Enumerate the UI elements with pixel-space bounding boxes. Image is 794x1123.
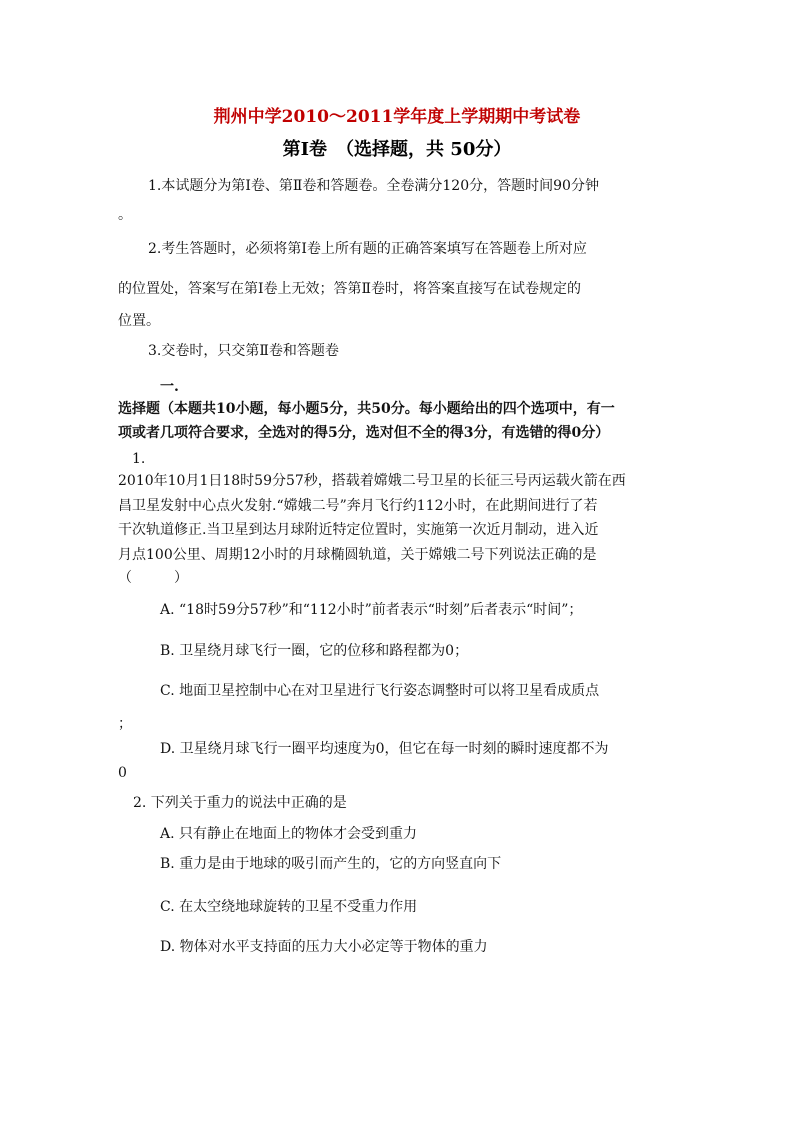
question-2-option-d: D. 物体对水平支持面的压力大小必定等于物体的重力 bbox=[160, 939, 488, 955]
question-1-stem-line3: 干次轨道修正.当卫星到达月球附近特定位置时，实施第一次近月制动，进入近 bbox=[118, 522, 599, 538]
question-2-option-a: A. 只有静止在地面上的物体才会受到重力 bbox=[160, 826, 418, 842]
question-1-number: 1. bbox=[132, 451, 146, 467]
instruction-2: 2.考生答题时，必须将第Ⅰ卷上所有题的正确答案填写在答题卷上所对应 bbox=[148, 241, 587, 257]
question-2-stem: 2. 下列关于重力的说法中正确的是 bbox=[133, 795, 347, 811]
instruction-2-cont: 的位置处，答案写在第Ⅰ卷上无效；答第Ⅱ卷时，将答案直接写在试卷规定的 bbox=[118, 281, 582, 297]
instruction-3: 3.交卷时，只交第Ⅱ卷和答题卷 bbox=[148, 343, 339, 359]
question-1-option-a: A. “18时59分57秒”和“112小时”前者表示“时刻”后者表示“时间”； bbox=[160, 602, 583, 618]
question-1-stem-line2: 昌卫星发射中心点火发射.“嫦娥二号”奔月飞行约112小时，在此期间进行了若 bbox=[118, 498, 598, 514]
question-1-option-c: C. 地面卫星控制中心在对卫星进行飞行姿态调整时可以将卫星看成质点 bbox=[160, 683, 600, 699]
question-1-option-d-cont: 0 bbox=[118, 765, 127, 781]
question-1-option-b: B. 卫星绕月球飞行一圈，它的位移和路程都为0； bbox=[160, 643, 469, 659]
section-heading-line1: 选择题（本题共10小题，每小题5分，共50分。每小题给出的四个选项中，有一 bbox=[118, 401, 615, 417]
question-1-answer-blank: （ ） bbox=[118, 570, 188, 586]
question-2-option-b: B. 重力是由于地球的吸引而产生的，它的方向竖直向下 bbox=[160, 856, 502, 872]
question-1-stem-line4: 月点100公里、周期12小时的月球椭圆轨道，关于嫦娥二号下列说法正确的是 bbox=[118, 547, 597, 563]
question-1-stem-line1: 2010年10月1日18时59分57秒，搭载着嫦娥二号卫星的长征三号丙运载火箭在西 bbox=[118, 473, 626, 489]
part-one-heading: 第Ⅰ卷 （选择题，共 50分） bbox=[282, 139, 512, 160]
exam-title: 荆州中学2010～2011学年度上学期期中考试卷 bbox=[213, 107, 581, 127]
instruction-1-cont: 。 bbox=[118, 207, 132, 223]
instruction-1: 1.本试题分为第Ⅰ卷、第Ⅱ卷和答题卷。全卷满分120分，答题时间90分钟 bbox=[148, 178, 599, 194]
section-number: 一. bbox=[160, 379, 179, 395]
question-1-option-c-cont: ； bbox=[118, 716, 132, 732]
instruction-2-end: 位置。 bbox=[118, 313, 160, 329]
question-1-option-d: D. 卫星绕月球飞行一圈平均速度为0，但它在每一时刻的瞬时速度都不为 bbox=[160, 741, 609, 757]
question-2-option-c: C. 在太空绕地球旋转的卫星不受重力作用 bbox=[160, 899, 418, 915]
section-heading-line2: 项或者几项符合要求，全选对的得5分，选对但不全的得3分，有选错的得0分） bbox=[118, 425, 610, 441]
